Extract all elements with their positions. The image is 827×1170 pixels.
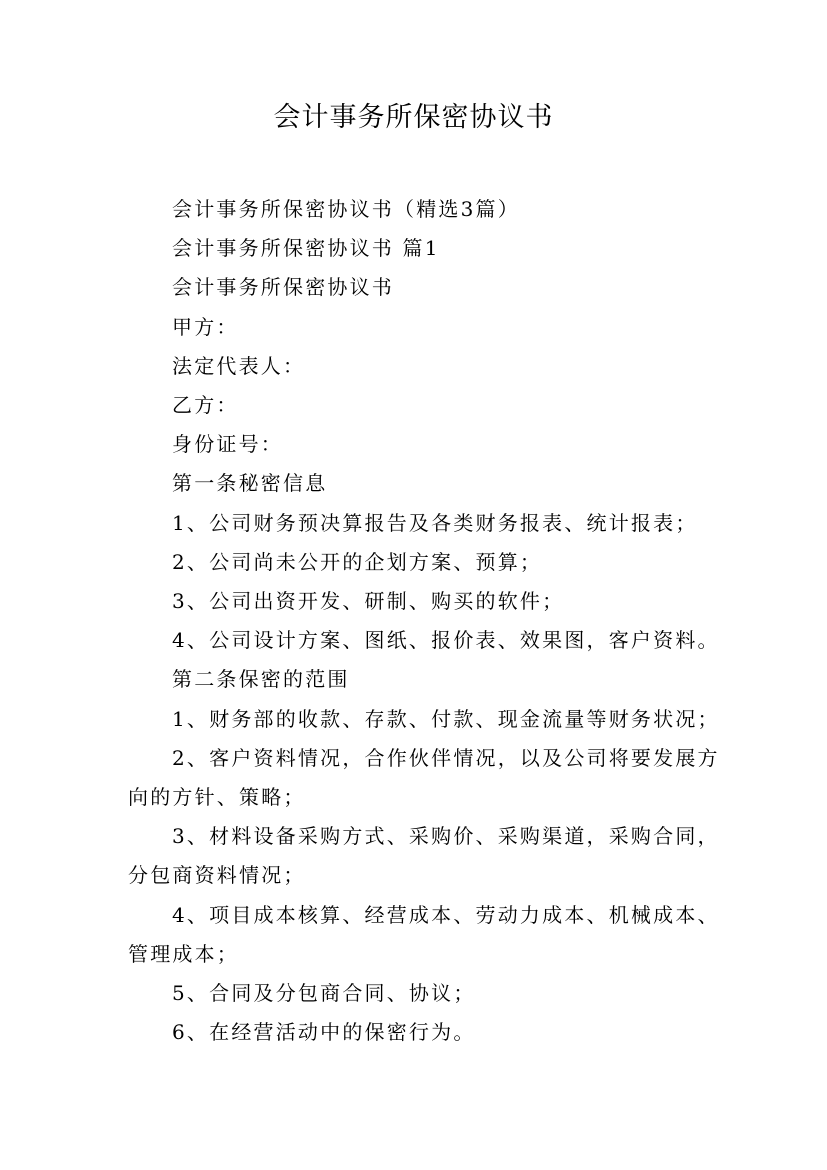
list-item: 1、财务部的收款、存款、付款、现金流量等财务状况； xyxy=(172,706,720,731)
paragraph-party-a: 甲方： xyxy=(172,314,239,339)
list-item: 3、公司出资开发、研制、购买的软件； xyxy=(172,589,565,614)
list-item: 4、项目成本核算、经营成本、劳动力成本、机械成本、管理成本； xyxy=(128,902,720,966)
list-item: 4、公司设计方案、图纸、报价表、效果图，客户资料。 xyxy=(172,628,720,653)
document-title: 会计事务所保密协议书 xyxy=(273,102,554,133)
list-item: 3、材料设备采购方式、采购价、采购渠道，采购合同，分包商资料情况； xyxy=(128,824,720,888)
list-item: 2、公司尚未公开的企划方案、预算； xyxy=(172,549,543,574)
paragraph-subtitle: 会计事务所保密协议书（精选3篇） xyxy=(172,197,520,221)
list-item: 1、公司财务预决算报告及各类财务报表、统计报表； xyxy=(172,510,698,535)
paragraph-article-2-heading: 第二条保密的范围 xyxy=(172,667,350,692)
paragraph-id-number: 身份证号： xyxy=(172,432,283,457)
list-item: 2、客户资料情况，合作伙伴情况，以及公司将要发展方向的方针、策略； xyxy=(128,745,720,810)
paragraph-party-b: 乙方： xyxy=(172,393,239,418)
paragraph-section-heading: 会计事务所保密协议书 篇1 xyxy=(172,236,440,261)
list-item: 5、合同及分包商合同、协议； xyxy=(172,981,476,1006)
list-item: 6、在经营活动中的保密行为。 xyxy=(172,1020,476,1045)
paragraph-agreement-title: 会计事务所保密协议书 xyxy=(172,275,394,300)
paragraph-article-1-heading: 第一条秘密信息 xyxy=(172,471,328,496)
paragraph-legal-representative: 法定代表人： xyxy=(172,353,306,378)
document-body xyxy=(128,190,728,1052)
